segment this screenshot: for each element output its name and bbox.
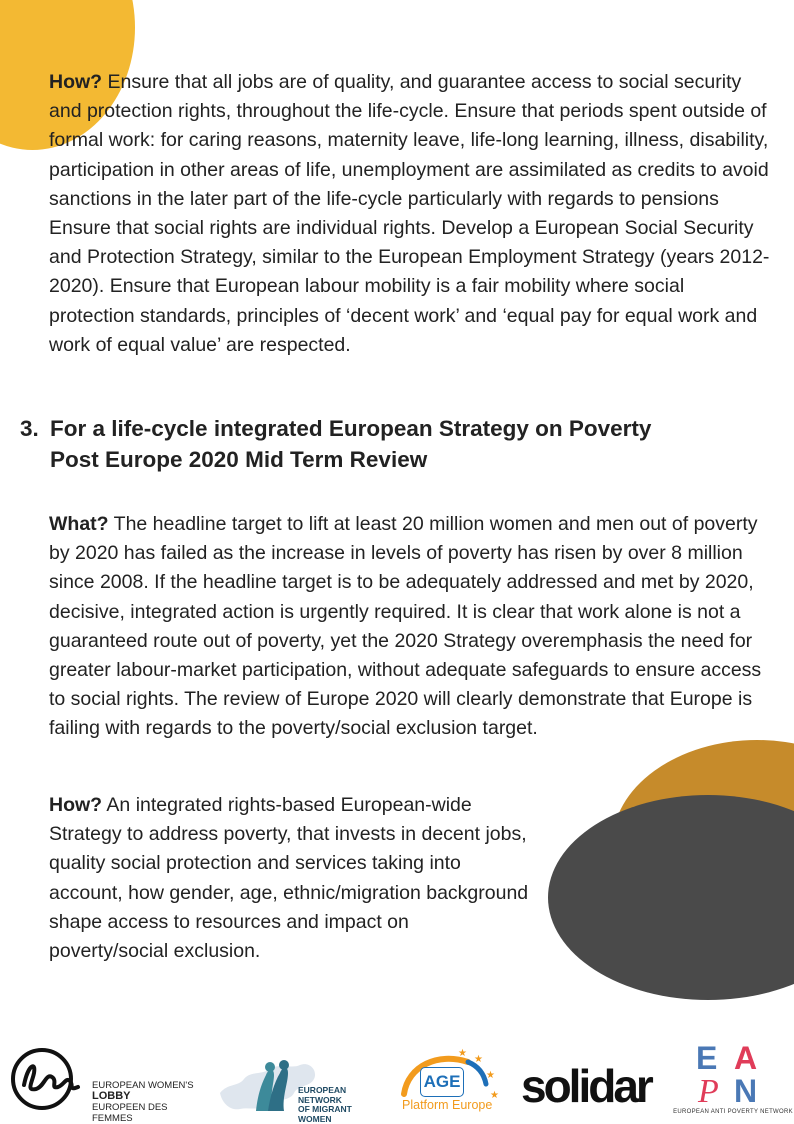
decorative-dark-ellipse bbox=[548, 795, 794, 1000]
ewl-mark-icon bbox=[8, 1047, 86, 1111]
eapn-logo bbox=[672, 1038, 792, 1120]
heading-line-1: For a life-cycle integrated European Strategy on Poverty bbox=[50, 416, 652, 441]
how-text: Ensure that all jobs are of quality, and guarantee access to social security and protection rights, throughout the life-cycle. Ensure that periods spent outside of formal work: for caring reasons, maternity leave, life-long learning, illness, disability, participation in other areas of life, unemployment are assimilated as credits to avoid sanctions in the later part of the life-cycle particularly with regards to pensions Ensure that social rights are individual rights. Develop a European Social Security and Protection Strategy, similar to the European Employment Strategy (years 2012-2020). Ensure that European labour mobility is a fair mobility where social protection standards, principles of ‘decent work’ and ‘equal pay for equal work and work of equal value’ are respected. bbox=[49, 71, 770, 356]
eapn-subtitle: EUROPEAN ANTI POVERTY NETWORK bbox=[673, 1109, 793, 1115]
how-label-2: How? bbox=[49, 794, 103, 816]
heading-number: 3. bbox=[20, 416, 39, 441]
how-paragraph-2 bbox=[49, 791, 529, 966]
section-heading bbox=[20, 413, 760, 475]
svg-text:★: ★ bbox=[458, 1048, 467, 1059]
what-text: The headline target to lift at least 20 million women and men out of poverty by 2020 has failed as the increase in levels of poverty has risen by over 8 million since 2008. If the headline target is to be adequately addressed and met by 2020, decisive, integrated action is urgently required. It is clear that work alone is not a guaranteed route out of poverty, yet the 2020 Strategy overemphasis the need for greater labour-market participation, without adequate safeguards to ensure access to social rights. The review of Europe 2020 will clearly demonstrate that Europe is failing with regards to the poverty/social exclusion target. bbox=[49, 513, 762, 740]
solidar-logo: solidar bbox=[521, 1060, 651, 1112]
ewl-line-2: LOBBY bbox=[92, 1090, 131, 1102]
ewl-wordmark bbox=[92, 1080, 203, 1124]
how-paragraph-1 bbox=[49, 68, 771, 360]
enomw-line-2: OF MIGRANT WOMEN bbox=[298, 1104, 352, 1124]
enomw-line-1: EUROPEAN NETWORK bbox=[298, 1085, 347, 1105]
svg-text:★: ★ bbox=[490, 1090, 499, 1101]
svg-text:A: A bbox=[734, 1040, 758, 1076]
how-label: How? bbox=[49, 71, 103, 93]
age-subtitle: Platform Europe bbox=[402, 1098, 493, 1112]
what-paragraph bbox=[49, 510, 771, 744]
svg-text:N: N bbox=[734, 1073, 758, 1106]
ewl-line-3: EUROPEEN DES FEMMES bbox=[92, 1102, 168, 1124]
enomw-logo bbox=[218, 1053, 386, 1124]
enomw-wordmark bbox=[298, 1086, 386, 1124]
age-platform-logo bbox=[398, 1044, 506, 1114]
ewl-line-1: EUROPEAN WOMEN'S bbox=[92, 1080, 194, 1091]
svg-text:P: P bbox=[698, 1073, 719, 1106]
heading-line-2: Post Europe 2020 Mid Term Review bbox=[50, 447, 428, 472]
how-text-2: An integrated rights-based European-wide Strategy to address poverty, that invests in decent jobs, quality social protection and services taking into account, how gender, age, ethnic/migration background shape access to resources and impact on poverty/social exclusion. bbox=[49, 794, 529, 963]
what-label: What? bbox=[49, 513, 109, 535]
eapn-mark-icon bbox=[694, 1038, 774, 1106]
svg-text:★: ★ bbox=[486, 1070, 495, 1081]
svg-text:★: ★ bbox=[474, 1054, 483, 1065]
european-womens-lobby-logo bbox=[8, 1043, 203, 1124]
svg-text:E: E bbox=[696, 1040, 718, 1076]
age-name: AGE bbox=[420, 1067, 464, 1097]
